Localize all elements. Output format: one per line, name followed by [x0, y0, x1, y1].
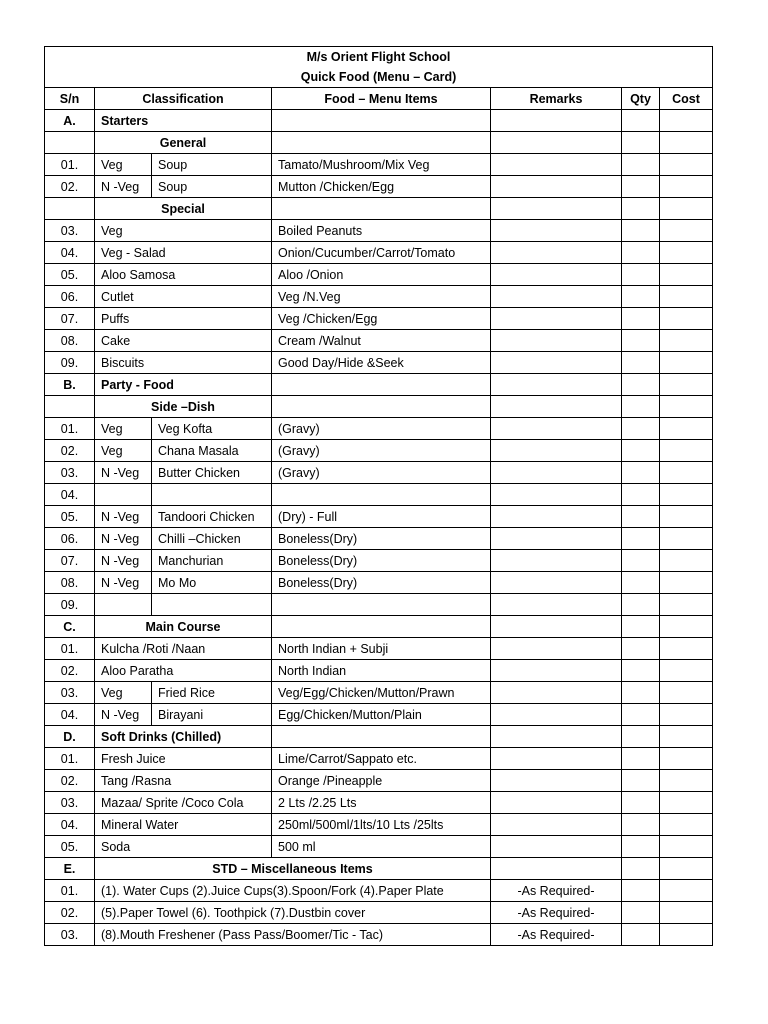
cost-cell: [660, 836, 713, 858]
classification-cell: Mazaa/ Sprite /Coco Cola: [95, 792, 272, 814]
table-row: [45, 902, 713, 924]
item-cell: Good Day/Hide &Seek: [272, 352, 491, 374]
item-cell: Boneless(Dry): [272, 550, 491, 572]
table-row: [45, 924, 713, 946]
qty-cell: [622, 836, 660, 858]
qty-cell: [622, 528, 660, 550]
item-cell: 250ml/500ml/1lts/10 Lts /25lts: [272, 814, 491, 836]
sn-cell: 01.: [45, 154, 95, 176]
item-cell: [272, 594, 491, 616]
item-cell: Boiled Peanuts: [272, 220, 491, 242]
cost-cell: [660, 176, 713, 198]
sn-cell: 03.: [45, 462, 95, 484]
table-row: [45, 396, 713, 418]
qty-cell: [622, 330, 660, 352]
misc-items-cell: (1). Water Cups (2).Juice Cups(3).Spoon/Fork (4).Paper Plate: [95, 880, 491, 902]
cost-cell: [660, 110, 713, 132]
qty-cell: [622, 286, 660, 308]
subsection-title: Side –Dish: [95, 396, 272, 418]
type-cell: N -Veg: [95, 462, 152, 484]
item-cell: Egg/Chicken/Mutton/Plain: [272, 704, 491, 726]
type-cell: [95, 594, 152, 616]
item-cell: Cream /Walnut: [272, 330, 491, 352]
misc-items-cell: (5).Paper Towel (6). Toothpick (7).Dustbin cover: [95, 902, 491, 924]
item-cell: Veg /N.Veg: [272, 286, 491, 308]
table-row: [45, 594, 713, 616]
qty-cell: [622, 264, 660, 286]
remarks-cell: [491, 770, 622, 792]
dish-cell: Veg Kofta: [152, 418, 272, 440]
remarks-cell: [491, 616, 622, 638]
table-row: [45, 418, 713, 440]
type-cell: N -Veg: [95, 572, 152, 594]
sn-cell: [45, 198, 95, 220]
remarks-cell: [491, 792, 622, 814]
table-row: [45, 572, 713, 594]
cost-cell: [660, 132, 713, 154]
item-cell: (Gravy): [272, 462, 491, 484]
remarks-cell: [491, 418, 622, 440]
cost-cell: [660, 506, 713, 528]
item-cell: 500 ml: [272, 836, 491, 858]
table-row: [45, 858, 713, 880]
table-row: [45, 506, 713, 528]
remarks-cell: [491, 176, 622, 198]
qty-cell: [622, 814, 660, 836]
qty-cell: [622, 616, 660, 638]
remarks-cell: [491, 374, 622, 396]
qty-cell: [622, 242, 660, 264]
table-row: [45, 242, 713, 264]
table-row: [45, 176, 713, 198]
qty-cell: [622, 506, 660, 528]
item-cell: [272, 484, 491, 506]
classification-cell: Aloo Samosa: [95, 264, 272, 286]
item-cell: (Gravy): [272, 440, 491, 462]
qty-cell: [622, 462, 660, 484]
qty-cell: [622, 792, 660, 814]
cost-cell: [660, 704, 713, 726]
table-row: [45, 198, 713, 220]
item-cell: [272, 374, 491, 396]
cost-cell: [660, 726, 713, 748]
qty-cell: [622, 726, 660, 748]
cost-cell: [660, 352, 713, 374]
section-letter: D.: [45, 726, 95, 748]
remarks-cell: [491, 594, 622, 616]
remarks-cell: [491, 814, 622, 836]
header-items: Food – Menu Items: [272, 88, 491, 110]
sn-cell: 02.: [45, 440, 95, 462]
remarks-cell: [491, 132, 622, 154]
sn-cell: 06.: [45, 528, 95, 550]
qty-cell: [622, 550, 660, 572]
sn-cell: 01.: [45, 638, 95, 660]
sn-cell: 03.: [45, 924, 95, 946]
cost-cell: [660, 484, 713, 506]
item-cell: Boneless(Dry): [272, 528, 491, 550]
qty-cell: [622, 770, 660, 792]
table-row: [45, 616, 713, 638]
menu-card-table: [44, 46, 713, 946]
qty-cell: [622, 176, 660, 198]
qty-cell: [622, 748, 660, 770]
section-letter: C.: [45, 616, 95, 638]
table-row: [45, 792, 713, 814]
header-remarks: Remarks: [491, 88, 622, 110]
cost-cell: [660, 374, 713, 396]
remarks-cell: [491, 198, 622, 220]
item-cell: Tamato/Mushroom/Mix Veg: [272, 154, 491, 176]
remarks-cell: [491, 220, 622, 242]
dish-cell: Chana Masala: [152, 440, 272, 462]
subsection-title: Special: [95, 198, 272, 220]
table-row: [45, 814, 713, 836]
type-cell: Veg: [95, 440, 152, 462]
remarks-cell: [491, 286, 622, 308]
dish-cell: Mo Mo: [152, 572, 272, 594]
cost-cell: [660, 594, 713, 616]
qty-cell: [622, 594, 660, 616]
menu-card-body: [45, 47, 713, 946]
cost-cell: [660, 858, 713, 880]
qty-cell: [622, 110, 660, 132]
type-cell: N -Veg: [95, 550, 152, 572]
remarks-cell: [491, 264, 622, 286]
remarks-cell: [491, 110, 622, 132]
dish-cell: Birayani: [152, 704, 272, 726]
qty-cell: [622, 880, 660, 902]
item-cell: 2 Lts /2.25 Lts: [272, 792, 491, 814]
table-row: [45, 352, 713, 374]
table-row: [45, 110, 713, 132]
table-row: [45, 770, 713, 792]
sn-cell: 07.: [45, 308, 95, 330]
section-title: STD – Miscellaneous Items: [95, 858, 491, 880]
type-cell: [95, 484, 152, 506]
classification-cell: Veg - Salad: [95, 242, 272, 264]
item-cell: Onion/Cucumber/Carrot/Tomato: [272, 242, 491, 264]
sn-cell: 04.: [45, 484, 95, 506]
sn-cell: 02.: [45, 660, 95, 682]
table-row: [45, 440, 713, 462]
sn-cell: 01.: [45, 880, 95, 902]
cost-cell: [660, 792, 713, 814]
remarks-cell: [491, 858, 622, 880]
table-row: [45, 748, 713, 770]
section-letter: B.: [45, 374, 95, 396]
type-cell: Veg: [95, 682, 152, 704]
header-qty: Qty: [622, 88, 660, 110]
table-row: [45, 660, 713, 682]
qty-cell: [622, 396, 660, 418]
item-cell: Lime/Carrot/Sappato etc.: [272, 748, 491, 770]
remarks-cell: [491, 308, 622, 330]
header-row: [45, 88, 713, 110]
table-row: [45, 836, 713, 858]
table-row: [45, 704, 713, 726]
item-cell: (Gravy): [272, 418, 491, 440]
cost-cell: [660, 902, 713, 924]
cost-cell: [660, 924, 713, 946]
cost-cell: [660, 220, 713, 242]
cost-cell: [660, 330, 713, 352]
cost-cell: [660, 242, 713, 264]
remarks-cell: -As Required-: [491, 924, 622, 946]
cost-cell: [660, 880, 713, 902]
qty-cell: [622, 352, 660, 374]
cost-cell: [660, 682, 713, 704]
type-cell: Veg: [95, 418, 152, 440]
item-cell: [272, 616, 491, 638]
sn-cell: 05.: [45, 836, 95, 858]
table-row: [45, 374, 713, 396]
table-row: [45, 132, 713, 154]
cost-cell: [660, 440, 713, 462]
remarks-cell: [491, 660, 622, 682]
qty-cell: [622, 154, 660, 176]
qty-cell: [622, 572, 660, 594]
dish-cell: [152, 594, 272, 616]
sn-cell: [45, 396, 95, 418]
sn-cell: 09.: [45, 352, 95, 374]
type-cell: Veg: [95, 154, 152, 176]
qty-cell: [622, 418, 660, 440]
remarks-cell: [491, 352, 622, 374]
cost-cell: [660, 462, 713, 484]
title-row: [45, 47, 713, 88]
remarks-cell: [491, 462, 622, 484]
type-cell: N -Veg: [95, 528, 152, 550]
cost-cell: [660, 154, 713, 176]
classification-cell: Cutlet: [95, 286, 272, 308]
remarks-cell: -As Required-: [491, 880, 622, 902]
qty-cell: [622, 660, 660, 682]
table-row: [45, 308, 713, 330]
sn-cell: 04.: [45, 242, 95, 264]
type-cell: N -Veg: [95, 704, 152, 726]
section-letter: E.: [45, 858, 95, 880]
item-cell: Veg/Egg/Chicken/Mutton/Prawn: [272, 682, 491, 704]
classification-cell: Fresh Juice: [95, 748, 272, 770]
sn-cell: 05.: [45, 264, 95, 286]
type-cell: N -Veg: [95, 176, 152, 198]
cost-cell: [660, 264, 713, 286]
table-row: [45, 462, 713, 484]
dish-cell: Butter Chicken: [152, 462, 272, 484]
remarks-cell: [491, 638, 622, 660]
sn-cell: 02.: [45, 902, 95, 924]
dish-cell: Fried Rice: [152, 682, 272, 704]
cost-cell: [660, 814, 713, 836]
sn-cell: 02.: [45, 770, 95, 792]
item-cell: Orange /Pineapple: [272, 770, 491, 792]
cost-cell: [660, 418, 713, 440]
section-title: Starters: [95, 110, 272, 132]
table-row: [45, 550, 713, 572]
qty-cell: [622, 682, 660, 704]
qty-cell: [622, 858, 660, 880]
qty-cell: [622, 374, 660, 396]
cost-cell: [660, 638, 713, 660]
table-row: [45, 484, 713, 506]
item-cell: Mutton /Chicken/Egg: [272, 176, 491, 198]
cost-cell: [660, 748, 713, 770]
classification-cell: Soda: [95, 836, 272, 858]
sn-cell: 03.: [45, 792, 95, 814]
remarks-cell: [491, 484, 622, 506]
item-cell: Veg /Chicken/Egg: [272, 308, 491, 330]
sn-cell: 09.: [45, 594, 95, 616]
sn-cell: 08.: [45, 330, 95, 352]
section-letter: A.: [45, 110, 95, 132]
sn-cell: 07.: [45, 550, 95, 572]
item-cell: North Indian: [272, 660, 491, 682]
cost-cell: [660, 770, 713, 792]
school-name: M/s Orient Flight School: [306, 50, 451, 64]
dish-cell: Soup: [152, 176, 272, 198]
sn-cell: 08.: [45, 572, 95, 594]
subsection-title: General: [95, 132, 272, 154]
header-classification: Classification: [95, 88, 272, 110]
item-cell: North Indian + Subji: [272, 638, 491, 660]
dish-cell: Chilli –Chicken: [152, 528, 272, 550]
qty-cell: [622, 924, 660, 946]
table-row: [45, 880, 713, 902]
remarks-cell: [491, 682, 622, 704]
item-cell: [272, 110, 491, 132]
qty-cell: [622, 308, 660, 330]
sn-cell: 04.: [45, 704, 95, 726]
cost-cell: [660, 616, 713, 638]
dish-cell: Tandoori Chicken: [152, 506, 272, 528]
classification-cell: Mineral Water: [95, 814, 272, 836]
remarks-cell: [491, 572, 622, 594]
sn-cell: 01.: [45, 748, 95, 770]
table-row: [45, 286, 713, 308]
item-cell: Aloo /Onion: [272, 264, 491, 286]
type-cell: N -Veg: [95, 506, 152, 528]
qty-cell: [622, 484, 660, 506]
table-row: [45, 154, 713, 176]
classification-cell: Puffs: [95, 308, 272, 330]
cost-cell: [660, 198, 713, 220]
document-title: [45, 47, 713, 88]
qty-cell: [622, 902, 660, 924]
sn-cell: 04.: [45, 814, 95, 836]
classification-cell: Biscuits: [95, 352, 272, 374]
remarks-cell: [491, 836, 622, 858]
cost-cell: [660, 396, 713, 418]
qty-cell: [622, 220, 660, 242]
table-row: [45, 638, 713, 660]
cost-cell: [660, 550, 713, 572]
table-row: [45, 682, 713, 704]
item-cell: [272, 396, 491, 418]
remarks-cell: [491, 396, 622, 418]
remarks-cell: [491, 242, 622, 264]
section-title: Party - Food: [95, 374, 272, 396]
sn-cell: 02.: [45, 176, 95, 198]
table-row: [45, 726, 713, 748]
item-cell: [272, 132, 491, 154]
classification-cell: Veg: [95, 220, 272, 242]
remarks-cell: [491, 506, 622, 528]
dish-cell: [152, 484, 272, 506]
cost-cell: [660, 308, 713, 330]
classification-cell: Cake: [95, 330, 272, 352]
sn-cell: 01.: [45, 418, 95, 440]
cost-cell: [660, 528, 713, 550]
remarks-cell: [491, 550, 622, 572]
qty-cell: [622, 132, 660, 154]
item-cell: (Dry) - Full: [272, 506, 491, 528]
table-row: [45, 264, 713, 286]
cost-cell: [660, 286, 713, 308]
item-cell: Boneless(Dry): [272, 572, 491, 594]
qty-cell: [622, 704, 660, 726]
item-cell: [272, 726, 491, 748]
header-cost: Cost: [660, 88, 713, 110]
table-row: [45, 330, 713, 352]
menu-card-title: Quick Food (Menu – Card): [300, 70, 457, 84]
remarks-cell: [491, 154, 622, 176]
remarks-cell: [491, 330, 622, 352]
cost-cell: [660, 572, 713, 594]
misc-items-cell: (8).Mouth Freshener (Pass Pass/Boomer/Tic - Tac): [95, 924, 491, 946]
sn-cell: 06.: [45, 286, 95, 308]
qty-cell: [622, 638, 660, 660]
remarks-cell: [491, 748, 622, 770]
sn-cell: 03.: [45, 682, 95, 704]
dish-cell: Manchurian: [152, 550, 272, 572]
sn-cell: 03.: [45, 220, 95, 242]
classification-cell: Aloo Paratha: [95, 660, 272, 682]
remarks-cell: [491, 440, 622, 462]
section-title: Main Course: [95, 616, 272, 638]
sn-cell: [45, 132, 95, 154]
qty-cell: [622, 198, 660, 220]
table-row: [45, 220, 713, 242]
cost-cell: [660, 660, 713, 682]
table-row: [45, 528, 713, 550]
classification-cell: Kulcha /Roti /Naan: [95, 638, 272, 660]
qty-cell: [622, 440, 660, 462]
header-sn: S/n: [45, 88, 95, 110]
remarks-cell: [491, 726, 622, 748]
classification-cell: Tang /Rasna: [95, 770, 272, 792]
remarks-cell: [491, 704, 622, 726]
remarks-cell: -As Required-: [491, 902, 622, 924]
remarks-cell: [491, 528, 622, 550]
section-title: Soft Drinks (Chilled): [95, 726, 272, 748]
item-cell: [272, 198, 491, 220]
dish-cell: Soup: [152, 154, 272, 176]
sn-cell: 05.: [45, 506, 95, 528]
